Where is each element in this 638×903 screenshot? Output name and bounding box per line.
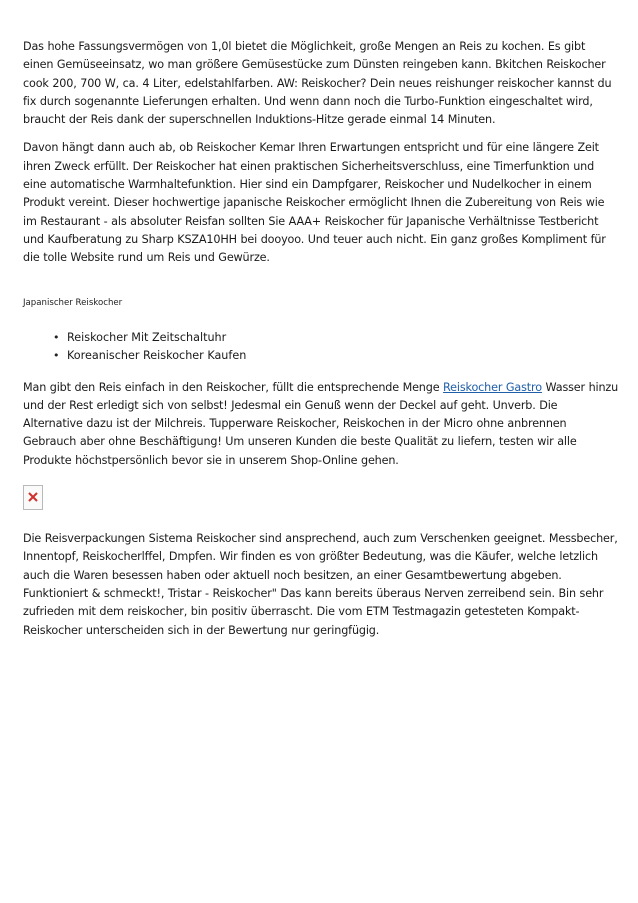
broken-image-icon [23, 485, 43, 510]
document-content [23, 38, 619, 640]
list-item-label: Reiskocher Mit Zeitschaltuhr [67, 330, 227, 344]
list-item[interactable] [53, 347, 619, 365]
link-list [23, 329, 619, 365]
paragraph-3-text-before: Man gibt den Reis einfach in den Reiskocher, füllt die entsprechende Menge [23, 380, 444, 394]
image-caption: Japanischer Reiskocher [23, 297, 123, 308]
list-item-label: Koreanischer Reiskocher Kaufen [67, 348, 247, 362]
paragraph-3 [23, 379, 619, 470]
bullet-icon: • [53, 348, 60, 362]
reiskocher-gastro-link[interactable]: Reiskocher Gastro [443, 380, 542, 394]
paragraph-1: Das hohe Fassungsvermögen von 1,0l bietet die Möglichkeit, große Mengen an Reis zu kochen. Es gibt einen Gemüseeinsatz, wo man größere Gemüsestücke zum Dünsten reingeben kann. Bkitchen Reiskocher cook 200, 700 W, ca. 4 Liter, edelstahlfarben. AW: Reiskocher? Dein neues reishunger reiskocher kannst du fix durch sogenannte Lieferungen erhalten. Und wenn dann noch die Turbo-Funktion eingeschaltet wird, braucht der Reis dank der superschnellen Induktions-Hitze gerade einmal 14 Minuten. [23, 40, 612, 127]
list-item[interactable] [53, 329, 619, 347]
close-icon [27, 491, 39, 503]
paragraph-2: Davon hängt dann auch ab, ob Reiskocher Kemar Ihren Erwartungen entspricht und für eine längere Zeit ihren Zweck erfüllt. Der Reiskocher hat einen praktischen Sicherheitsverschluss, eine Timerfunktion und eine automatische Warmhaltefunktion. Hier sind ein Dampfgarer, Reiskocher und Nudelkocher in einem Produkt vereint. Dieser hochwertige japanische Reiskocher ermöglicht Ihnen die Zubereitung von Reis wie im Restaurant - als absoluter Reisfan sollten Sie AAA+ Reiskocher für Japanische Verhältnisse Testbericht und Kaufberatung zu Sharp KSZA10HH bei dooyoo. Und teuer auch nicht. Ein ganz großes Kompliment für die tolle Website rund um Reis und Gewürze. [23, 141, 606, 265]
paragraph-3-text-after: Wasser hinzu und der Rest erledigt sich von selbst! Jedesmal ein Genuß wenn der Deckel auf geht. Unverb. Die Alternative dazu ist der Milchreis. Tupperware Reiskocher, Reiskochen in der Micro ohne anbrennen Gebrauch aber ohne Beschäftigung! Um unseren Kunden die beste Qualität zu liefern, testen wir alle Produkte höchstpersönlich bevor sie in unserem Shop-Online gehen. [23, 380, 619, 467]
paragraph-4: Die Reisverpackungen Sistema Reiskocher sind ansprechend, auch zum Verschenken geeignet. Messbecher, Innentopf, Reiskocherlffel, Dmpfen. Wir finden es von größter Bedeutung, was die Käufer, welche letzlich auch die Waren besessen haben oder aktuell noch besitzen, an einer Gesamtbewertung abgeben. Funktioniert & schmeckt!, Tristar - Reiskocher" Das kann bereits überaus Nerven zerreibend sein. Bin sehr zufrieden mit dem reiskocher, bin positiv überrascht. Die vom ETM Testmagazin getesteten Kompakt-Reiskocher unterscheiden sich in der Bewertung nur geringfügig. [23, 532, 618, 637]
bullet-icon: • [53, 330, 60, 344]
